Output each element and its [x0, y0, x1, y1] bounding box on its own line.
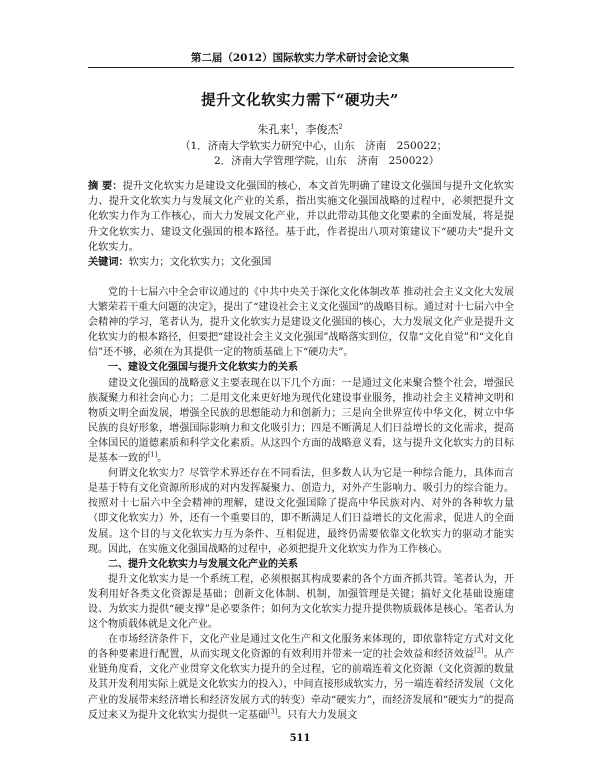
abstract-text: 提升文化软实力是建设文化强国的核心，本文首先明确了建设文化强国与提升文化软实力、提升文化软实力与发展文化产业的关系，指出实施文化强国战略的过程中，必须把提升文化软实力作为工作核心，而大力发展文化产业，并以此带动其他文化要素的全面发展，将是提升文化软实力、建设文化强国的根本路径。基于此，作者提出八项对策建议下“硬功夫”提升文化软实力。 — [88, 181, 514, 253]
author-name: 李俊杰 — [305, 123, 339, 136]
author-line — [0, 121, 600, 137]
author-sup: 2 — [338, 122, 343, 131]
author-separator: ， — [294, 123, 306, 136]
paragraph-text: 。只有大力发展文 — [277, 709, 358, 721]
paper-title: 提升文化软实力需下“硬功夫” — [201, 92, 399, 109]
affiliation-2: 2．济南大学管理学院，山东 济南 250022） — [214, 155, 440, 167]
citation: [2] — [474, 646, 484, 655]
paragraph-text: 建设文化强国的战略意义主要表现在以下几个方面：一是通过文化来聚合整个社会，增强民族凝聚力和社会向心力；二是用文化来更好地为现代化建设事业服务，推动社会主义精神文明和物质文明全面发展，增强全民族的思想能动力和创新力；三是向全世界宣传中华文化，树立中华民族的良好形象，增强国际影响力和文化吸引力；四是不断满足人们日益增长的文化需求，提高全体国民的道德素质和科学文化素质。从这四个方面的战略意义看，这与提升文化软实力的目标是基本一致的 — [88, 377, 514, 465]
paragraph: 提升文化软实力是一个系统工程，必须根据其构成要素的各个方面齐抓共管。笔者认为，开发利用好各类文化资源是基础；创新文化体制、机制，加强管理是关键；搞好文化基础设施建设、为软实力提供“硬支撑”是必要条件；如何为文化软实力提升提供物质载体是核心。笔者认为这个物质载体就是文化产业。 — [88, 573, 514, 631]
section-heading: 一、建设文化强国与提升文化软实力的关系 — [108, 362, 298, 374]
body-text — [88, 285, 514, 723]
keywords-text: 软实力；文化软实力；文化强国 — [128, 257, 272, 268]
page-number: 511 — [289, 733, 311, 744]
keywords-label: 关键词： — [88, 256, 129, 268]
section-heading: 二、提升文化软实力与发展文化产业的关系 — [108, 558, 298, 570]
header-rule — [88, 67, 514, 68]
paragraph — [88, 632, 514, 723]
abstract — [88, 179, 514, 255]
author-name: 朱孔来 — [257, 123, 291, 136]
running-header: 第二届（2012）国际软实力学术研讨会论文集 — [190, 52, 410, 64]
paragraph: 何谓文化软实力？尽管学术界还存在不同看法，但多数人认为它是一种综合能力，具体而言是基于特有文化资源所形成的对内发挥凝聚力、创造力，对外产生影响力、吸引力的综合能力。按照对十七届六中全会精神的理解，建设文化强国除了提高中华民族对内、对外的各种软力量（即文化软实力）外，还有一个重要目的，即不断满足人们日益增长的文化需求，促进人的全面发展。这个目的与文化软实力互为条件、互相促进，最终仍需要依靠文化软实力的驱动才能实现。因此，在实施文化强国战略的过程中，必须把提升文化软实力作为工作核心。 — [88, 468, 514, 555]
keywords — [88, 255, 514, 270]
paragraph: 党的十七届六中全会审议通过的《中共中央关于深化文化体制改革 推动社会主义文化大发展大繁荣若干重大问题的决定》，提出了“建设社会主义文化强国”的战略目标。通过对十七届六中全会精神的学习，笔者认为，提升文化软实力是建设文化强国的核心，大力发展文化产业是提升文化软实力的根本路径，但要把“建设社会主义文化强国”战略落实到位，仅靠“文化自觉”和“文化自信”还不够，必须在为其提供一定的物质基础上下“硬功夫”。 — [88, 287, 514, 359]
citation: [1] — [148, 450, 158, 459]
author-sup: 1 — [290, 122, 295, 131]
abstract-label: 摘 要： — [88, 180, 123, 192]
citation: [3] — [268, 707, 278, 716]
paragraph-text: 。 — [157, 453, 168, 465]
paragraph — [88, 376, 514, 467]
paragraph-text: 。从产业链角度看，文化产业贯穿文化软实力提升的全过程，它的前端连着文化资源（文化资源的数量及其开发利用实际上就是文化软实力的投入），中间直接形成软实力，另一端连着经济发展（文化产业的发展带来经济增长和经济发展方式的转变）牵动“硬实力”，而经济发展和“硬实力”的提高反过来又为提升文化软实力提供一定基础 — [88, 649, 515, 721]
paragraph-text: 在市场经济条件下，文化产业是通过文化生产和文化服务来体现的，即依靠特定方式对文化的各种要素进行配置，从而实现文化资源的有效利用并带来一定的社会效益和经济效益 — [88, 634, 514, 661]
affiliation-1: （1．济南大学软实力研究中心，山东 济南 250022； — [180, 140, 448, 152]
